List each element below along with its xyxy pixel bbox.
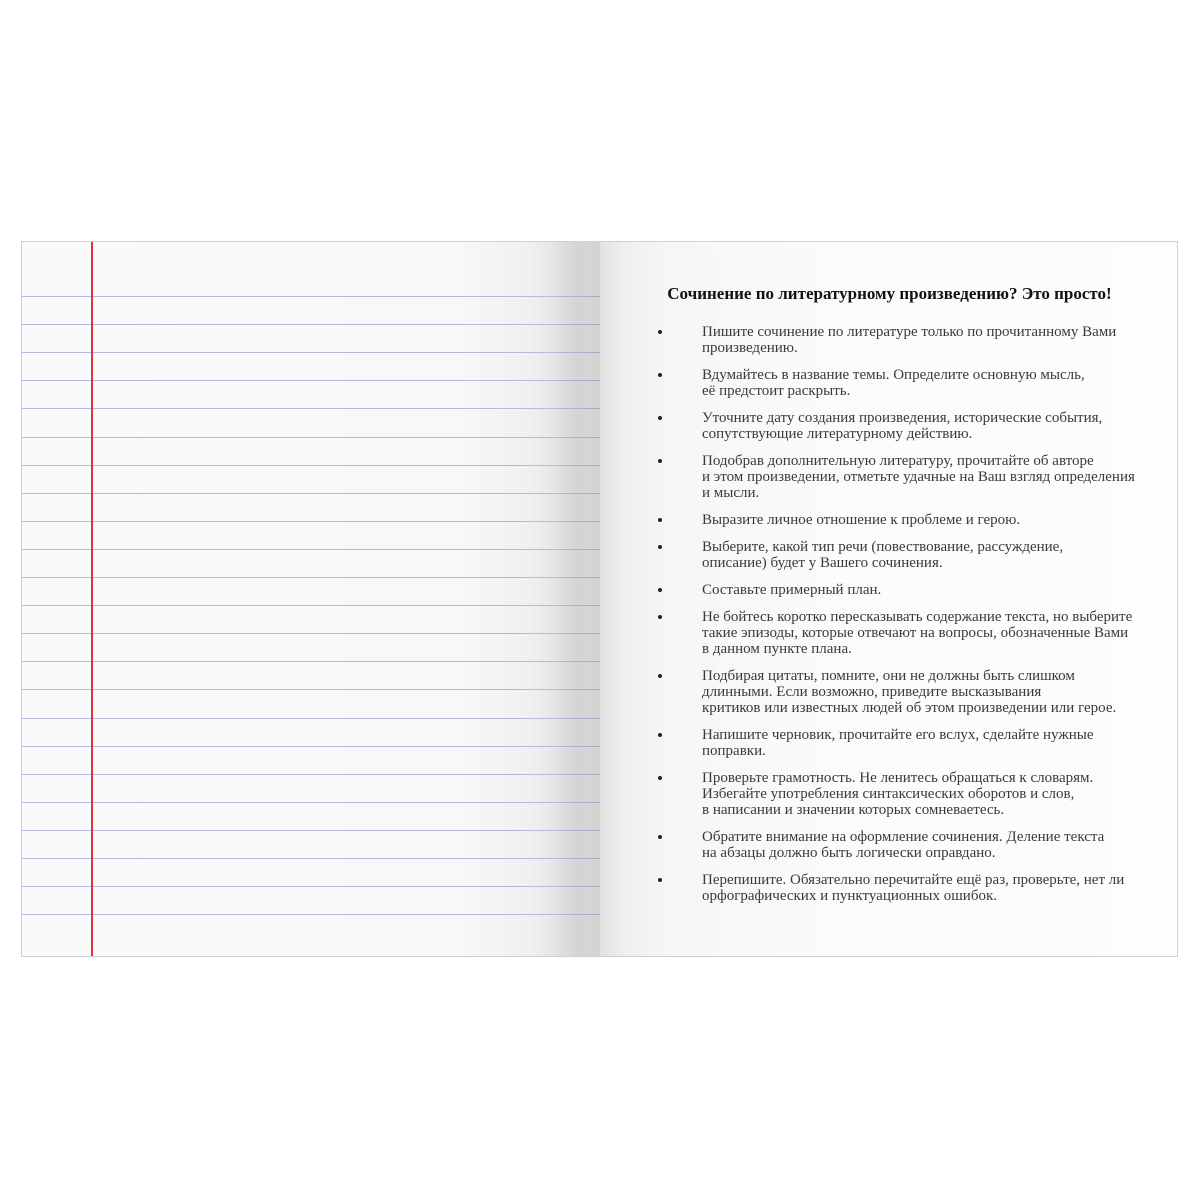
notebook-spread [21,241,1178,957]
tip-line: Перепишите. Обязательно перечитайте ещё раз, проверьте, нет ли [702,872,1125,888]
tip-item [658,668,1158,716]
tip-line: орфографических и пунктуационных ошибок. [702,888,997,904]
ruled-line [22,830,600,831]
tip-item [658,410,1158,442]
ruled-line [22,296,600,297]
gutter-shadow [550,242,600,956]
tip-line: длинными. Если возможно, приведите высказывания [702,684,1042,700]
tip-line: Избегайте употребления синтаксических оборотов и слов, [702,786,1075,802]
tip-line: описание) будет у Вашего сочинения. [702,555,943,571]
ruled-line [22,914,600,915]
tip-item [658,609,1158,657]
ruled-line [22,577,600,578]
bullet-icon [658,373,662,377]
ruled-line [22,380,600,381]
ruled-line [22,549,600,550]
ruled-line [22,661,600,662]
bullet-icon [658,545,662,549]
tip-item [658,324,1158,356]
tip-line: Составьте примерный план. [702,582,882,598]
tip-line: Напишите черновик, прочитайте его вслух, сделайте нужные [702,727,1094,743]
ruled-line [22,858,600,859]
tip-line: Подобрав дополнительную литературу, прочитайте об авторе [702,453,1094,469]
ruled-line [22,493,600,494]
tip-item [658,539,1158,571]
tip-line: в написании и значении которых сомневаетесь. [702,802,1005,818]
tip-line: Вдумайтесь в название темы. Определите основную мысль, [702,367,1085,383]
tip-line: Проверьте грамотность. Не ленитесь обращаться к словарям. [702,770,1094,786]
tip-line: Выберите, какой тип речи (повествование, рассуждение, [702,539,1064,555]
tip-line: сопутствующие литературному действию. [702,426,973,442]
tip-item [658,829,1158,861]
right-page-instructions [600,242,1178,956]
tip-line: Уточните дату создания произведения, исторические события, [702,410,1103,426]
tip-line: произведению. [702,340,798,356]
tip-line: Обратите внимание на оформление сочинения. Деление текста [702,829,1105,845]
ruled-line [22,324,600,325]
bullet-icon [658,588,662,592]
bullet-icon [658,878,662,882]
ruled-line [22,718,600,719]
tip-item [658,367,1158,399]
bullet-icon [658,518,662,522]
ruled-line [22,689,600,690]
bullet-icon [658,835,662,839]
ruled-line [22,408,600,409]
ruled-line [22,465,600,466]
tip-line: её предстоит раскрыть. [702,383,851,399]
tips-list [658,324,1158,915]
tip-line: Выразите личное отношение к проблеме и герою. [702,512,1021,528]
tip-line: в данном пункте плана. [702,641,852,657]
bullet-icon [658,330,662,334]
bullet-icon [658,733,662,737]
ruled-line [22,886,600,887]
bullet-icon [658,674,662,678]
bullet-icon [658,416,662,420]
tip-item [658,872,1158,904]
ruled-line [22,605,600,606]
ruled-line [22,746,600,747]
ruled-line [22,633,600,634]
tip-line: критиков или известных людей об этом произведении или герое. [702,700,1117,716]
ruled-line [22,437,600,438]
ruled-line [22,802,600,803]
tip-line: такие эпизоды, которые отвечают на вопросы, обозначенные Вами [702,625,1129,641]
left-page-ruled [22,242,600,956]
tip-item [658,453,1158,501]
tip-line: Пишите сочинение по литературе только по прочитанному Вами [702,324,1117,340]
tip-item [658,770,1158,818]
tip-item [658,582,1158,598]
tip-line: Подбирая цитаты, помните, они не должны быть слишком [702,668,1075,684]
tip-line: и мысли. [702,485,760,501]
tip-line: на абзацы должно быть логически оправдано. [702,845,996,861]
bullet-icon [658,459,662,463]
margin-line [91,242,93,956]
tip-item [658,512,1158,528]
tip-line: и этом произведении, отметьте удачные на Ваш взгляд определения [702,469,1135,485]
tip-line: Не бойтесь коротко пересказывать содержание текста, но выберите [702,609,1133,625]
tip-line: поправки. [702,743,766,759]
bullet-icon [658,776,662,780]
page-title: Сочинение по литературному произведению? Это просто! [667,284,1112,303]
ruled-line [22,521,600,522]
bullet-icon [658,615,662,619]
ruled-line [22,774,600,775]
ruled-line [22,352,600,353]
tip-item [658,727,1158,759]
